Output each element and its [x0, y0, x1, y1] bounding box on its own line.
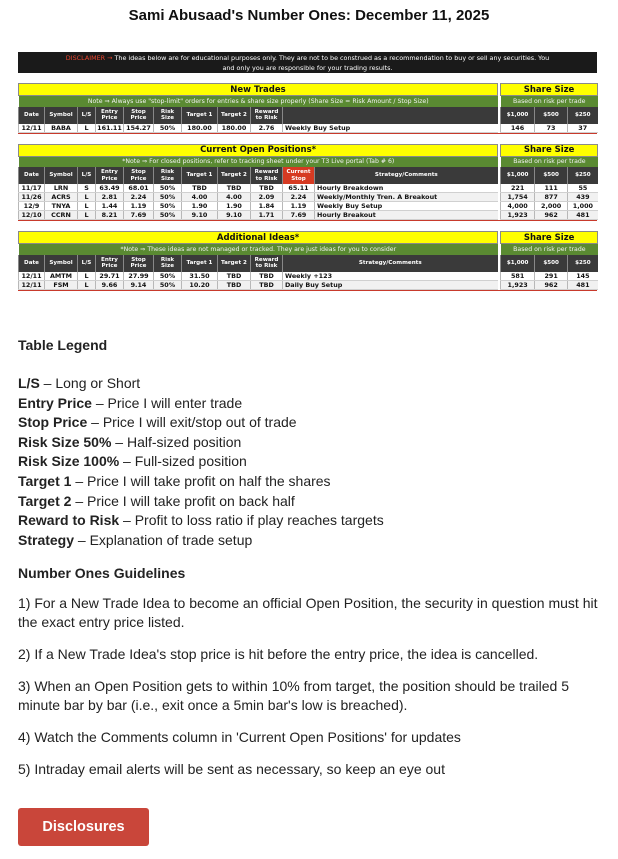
- col-header: Strategy/Comments: [283, 255, 498, 272]
- cell-entry: 1.44: [96, 202, 124, 211]
- additional-ideas-table: [18, 231, 597, 291]
- table-row: [19, 193, 598, 202]
- legend-term: Strategy: [18, 531, 75, 548]
- col-header: Reward to Risk: [251, 167, 283, 184]
- cell-reward: 2.76: [251, 124, 283, 133]
- col-header: Target 2: [218, 167, 251, 184]
- cell-risk: 50%: [154, 124, 182, 133]
- col-header: $250: [568, 107, 598, 124]
- col-header: L/S: [78, 167, 96, 184]
- share-size-note: Based on risk per trade: [501, 156, 598, 167]
- share-size-header: Share Size: [501, 232, 598, 244]
- cell-ls: L: [78, 124, 96, 133]
- cell-reward: 1.84: [251, 202, 283, 211]
- col-header: $1,000: [501, 255, 535, 272]
- cell-stop: 1.19: [124, 202, 154, 211]
- share-size-header: Share Size: [501, 144, 598, 156]
- legend-item: [18, 492, 608, 512]
- col-header: Reward to Risk: [251, 255, 283, 272]
- guideline-item: 5) Intraday email alerts will be sent as necessary, so keep an eye out: [18, 761, 445, 778]
- cell-share-500: 962: [535, 280, 568, 289]
- col-header: Strategy/Comments: [315, 167, 498, 184]
- cell-date: 12/11: [19, 124, 45, 133]
- guidelines-title: Number Ones Guidelines: [18, 565, 186, 582]
- cell-share-250: 37: [568, 124, 598, 133]
- cell-stop: 2.24: [124, 193, 154, 202]
- legend-item: [18, 452, 608, 472]
- cell-share-500: 111: [535, 184, 568, 193]
- cell-symbol: TNYA: [45, 202, 78, 211]
- legend-item: [18, 531, 608, 551]
- cell-date: 12/11: [19, 272, 45, 281]
- cell-symbol: AMTM: [45, 272, 78, 281]
- cell-share-1000: 581: [501, 272, 535, 281]
- cell-target1: 31.50: [182, 272, 218, 281]
- disclaimer-label: DISCLAIMER →: [65, 54, 113, 62]
- legend-term: Target 2: [18, 492, 72, 509]
- cell-share-1000: 1,923: [501, 211, 535, 220]
- cell-share-250: 145: [568, 272, 598, 281]
- cell-entry: 2.81: [96, 193, 124, 202]
- new-trades-table: [18, 83, 597, 134]
- cell-stop: 68.01: [124, 184, 154, 193]
- column-headers: [19, 107, 598, 124]
- cell-reward: 1.71: [251, 211, 283, 220]
- legend-desc: – Price I will take profit on half the shares: [71, 472, 331, 489]
- col-header: Risk Size: [154, 255, 182, 272]
- table-row: [19, 211, 598, 220]
- cell-ls: S: [78, 184, 96, 193]
- cell-share-500: 291: [535, 272, 568, 281]
- table-row: [19, 280, 598, 289]
- cell-share-1000: 221: [501, 184, 535, 193]
- cell-ls: L: [78, 280, 96, 289]
- legend-desc: – Long or Short: [39, 375, 141, 391]
- cell-reward: TBD: [251, 184, 283, 193]
- cell-share-500: 962: [535, 211, 568, 220]
- col-header: Date: [19, 255, 45, 272]
- cell-share-1000: 146: [501, 124, 535, 133]
- cell-date: 11/17: [19, 184, 45, 193]
- cell-entry: 63.49: [96, 184, 124, 193]
- legend-desc: – Half-sized position: [111, 433, 242, 450]
- cell-symbol: CCRN: [45, 211, 78, 220]
- cell-current-stop: 7.69: [283, 211, 315, 220]
- col-header: Stop Price: [124, 107, 154, 124]
- col-header: $500: [535, 167, 568, 184]
- col-header: Entry Price: [96, 255, 124, 272]
- col-header: Symbol: [45, 255, 78, 272]
- cell-target2: 1.90: [218, 202, 251, 211]
- col-header: $500: [535, 107, 568, 124]
- cell-share-1000: 4,000: [501, 202, 535, 211]
- legend-title: Table Legend: [18, 337, 108, 353]
- trade-sheet-image: [18, 52, 597, 291]
- legend-desc: – Price I will enter trade: [91, 394, 243, 411]
- cell-risk: 50%: [154, 280, 182, 289]
- cell-reward: 2.09: [251, 193, 283, 202]
- legend-term: Risk Size 100%: [18, 453, 120, 470]
- col-header: Risk Size: [154, 167, 182, 184]
- cell-entry: 161.11: [97, 123, 122, 132]
- col-header: $1,000: [501, 167, 535, 184]
- cell-risk: 50%: [154, 184, 182, 193]
- disclaimer-text-line1: The ideas below are for educational purposes only. They are not to be construed as a recommendation to buy or sell any securities. You: [112, 54, 550, 62]
- new-trades-header: New Trades: [19, 84, 498, 96]
- cell-risk: 50%: [154, 211, 182, 220]
- cell-target2: 4.00: [218, 193, 251, 202]
- cell-share-1000: 1,754: [501, 193, 535, 202]
- cell-risk: 50%: [154, 193, 182, 202]
- share-size-note: Based on risk per trade: [501, 96, 598, 107]
- cell-strategy: Weekly Buy Setup: [315, 202, 498, 211]
- legend-desc: – Price I will take profit on back half: [71, 492, 295, 509]
- cell-stop: 7.69: [124, 211, 154, 220]
- cell-target1: 4.00: [182, 193, 218, 202]
- cell-strategy: Weekly Buy Setup: [283, 124, 498, 133]
- col-header: $250: [568, 255, 598, 272]
- guideline-item: 2) If a New Trade Idea's stop price is hit before the entry price, the idea is cancelled.: [18, 646, 539, 663]
- legend-term: L/S: [18, 375, 40, 391]
- col-header: $1,000: [501, 107, 535, 124]
- cell-share-250: 481: [568, 280, 598, 289]
- cell-ls: L: [78, 211, 96, 220]
- cell-entry: 9.66: [96, 280, 124, 289]
- col-header: Target 1: [182, 107, 218, 124]
- cell-target1: 180.00: [182, 124, 218, 133]
- cell-target2: TBD: [218, 184, 251, 193]
- page-title: Sami Abusaad's Number Ones: December 11, 2025: [128, 7, 490, 24]
- disclaimer-banner: [18, 52, 597, 73]
- cell-symbol: BABA: [45, 124, 78, 133]
- cell-current-stop: 1.19: [283, 202, 315, 211]
- disclaimer-text-line2: and only you are responsible for your trading results.: [222, 64, 393, 72]
- table-row: [19, 202, 598, 211]
- cell-share-1000: 1,923: [501, 280, 535, 289]
- cell-target1: 10.20: [182, 280, 218, 289]
- cell-reward: TBD: [251, 280, 283, 289]
- legend-desc: – Full-sized position: [119, 453, 247, 470]
- cell-share-500: 73: [535, 124, 568, 133]
- legend-list: [18, 374, 608, 550]
- col-header: L/S: [78, 107, 96, 124]
- cell-share-250: 439: [568, 193, 598, 202]
- table-row: [19, 124, 598, 133]
- legend-item: [18, 413, 608, 433]
- col-header: Date: [19, 167, 45, 184]
- legend-item: [18, 472, 608, 492]
- legend-and-guidelines: [18, 337, 608, 779]
- cell-strategy: Daily Buy Setup: [283, 280, 498, 289]
- legend-desc: – Price I will exit/stop out of trade: [87, 414, 297, 431]
- table-row: [19, 184, 598, 193]
- cell-risk: 50%: [154, 202, 182, 211]
- cell-ls: L: [78, 202, 96, 211]
- new-trades-note: Note ⇒ Always use "stop-limit" orders for entries & share size properly (Share Size = Risk Amount / Stop Size): [19, 96, 498, 107]
- additional-ideas-header: Additional Ideas*: [19, 232, 498, 244]
- table-row: [19, 272, 598, 281]
- legend-term: Risk Size 50%: [18, 433, 112, 450]
- legend-desc: – Profit to loss ratio if play reaches targets: [119, 512, 384, 529]
- col-header: Target 1: [182, 167, 218, 184]
- col-header: Date: [19, 107, 45, 124]
- cell-target1: 9.10: [182, 211, 218, 220]
- col-header: Symbol: [45, 167, 78, 184]
- col-header: Target 2: [218, 107, 251, 124]
- guideline-item: 3) When an Open Position gets to within 10% from target, the position should be trailed 5 minute bar by bar (i.e., exit once a 5min bar's low is breached).: [18, 678, 569, 714]
- cell-stop: 154.27: [124, 124, 154, 133]
- legend-item: [18, 394, 608, 414]
- legend-item: [18, 511, 608, 531]
- cell-date: 11/26: [19, 193, 45, 202]
- share-size-header: Share Size: [501, 84, 598, 96]
- col-header: Entry Price: [96, 107, 124, 124]
- col-header: $500: [535, 255, 568, 272]
- cell-share-500: 877: [535, 193, 568, 202]
- col-header: Risk Size: [154, 107, 182, 124]
- share-size-note: Based on risk per trade: [501, 244, 598, 255]
- col-header: Target 2: [218, 255, 251, 272]
- additional-ideas-note: *Note ⇒ These ideas are not managed or tracked. They are just ideas for you to consider: [19, 244, 498, 255]
- cell-share-500: 2,000: [535, 202, 568, 211]
- cell-current-stop: 65.11: [283, 184, 315, 193]
- col-header: $250: [568, 167, 598, 184]
- cell-share-250: 55: [568, 184, 598, 193]
- cell-strategy: Hourly Breakdown: [315, 184, 498, 193]
- cell-target2: 9.10: [218, 211, 251, 220]
- legend-item: [18, 433, 608, 453]
- cell-symbol: LRN: [45, 184, 78, 193]
- cell-ls: L: [78, 272, 96, 281]
- cell-reward: TBD: [251, 272, 283, 281]
- cell-stop: 27.99: [124, 272, 154, 281]
- legend-desc: – Explanation of trade setup: [74, 531, 253, 548]
- col-header: L/S: [78, 255, 96, 272]
- cell-target2: TBD: [218, 272, 251, 281]
- cell-share-250: 481: [568, 211, 598, 220]
- cell-symbol: FSM: [45, 280, 78, 289]
- cell-date: 12/9: [19, 202, 45, 211]
- cell-date: 12/11: [19, 280, 45, 289]
- cell-date: 12/10: [19, 211, 45, 220]
- column-headers: [19, 167, 598, 184]
- col-header: [283, 107, 498, 124]
- legend-item: [18, 374, 608, 394]
- col-header: Target 1: [182, 255, 218, 272]
- cell-risk: 50%: [154, 272, 182, 281]
- cell-strategy: Hourly Breakout: [315, 211, 498, 220]
- legend-term: Entry Price: [18, 394, 92, 411]
- cell-entry: 29.71: [96, 272, 124, 281]
- legend-term: Stop Price: [18, 414, 88, 431]
- guideline-item: 4) Watch the Comments column in 'Current Open Positions' for updates: [18, 729, 461, 746]
- cell-strategy: Weekly +123: [283, 272, 498, 281]
- legend-term: Reward to Risk: [18, 512, 120, 529]
- column-headers: [19, 255, 598, 272]
- open-positions-note: *Note ⇒ For closed positions, refer to tracking sheet under your T3 Live portal (Tab # 6): [19, 156, 498, 167]
- open-positions-header: Current Open Positions*: [19, 144, 498, 156]
- cell-share-250: 1,000: [568, 202, 598, 211]
- cell-target1: 1.90: [182, 202, 218, 211]
- disclosures-button[interactable]: Disclosures: [18, 808, 149, 846]
- open-positions-table: [18, 144, 597, 222]
- col-header: Stop Price: [124, 167, 154, 184]
- cell-stop: 9.14: [124, 280, 154, 289]
- col-header: Symbol: [45, 107, 78, 124]
- cell-current-stop: 2.24: [283, 193, 315, 202]
- col-header: Entry Price: [96, 167, 124, 184]
- cell-entry: 8.21: [96, 211, 124, 220]
- col-header: Reward to Risk: [251, 107, 283, 124]
- cell-strategy: Weekly/Monthly Tren. A Breakout: [315, 193, 498, 202]
- cell-symbol: ACRS: [45, 193, 78, 202]
- guideline-item: 1) For a New Trade Idea to become an official Open Position, the security in question must hit the exact entry price listed.: [18, 595, 598, 631]
- cell-target1: TBD: [182, 184, 218, 193]
- legend-term: Target 1: [18, 472, 72, 489]
- col-header: Stop Price: [124, 255, 154, 272]
- col-header-current-stop: Current Stop: [283, 167, 315, 184]
- cell-target2: TBD: [218, 280, 251, 289]
- cell-ls: L: [78, 193, 96, 202]
- cell-target2: 180.00: [218, 124, 251, 133]
